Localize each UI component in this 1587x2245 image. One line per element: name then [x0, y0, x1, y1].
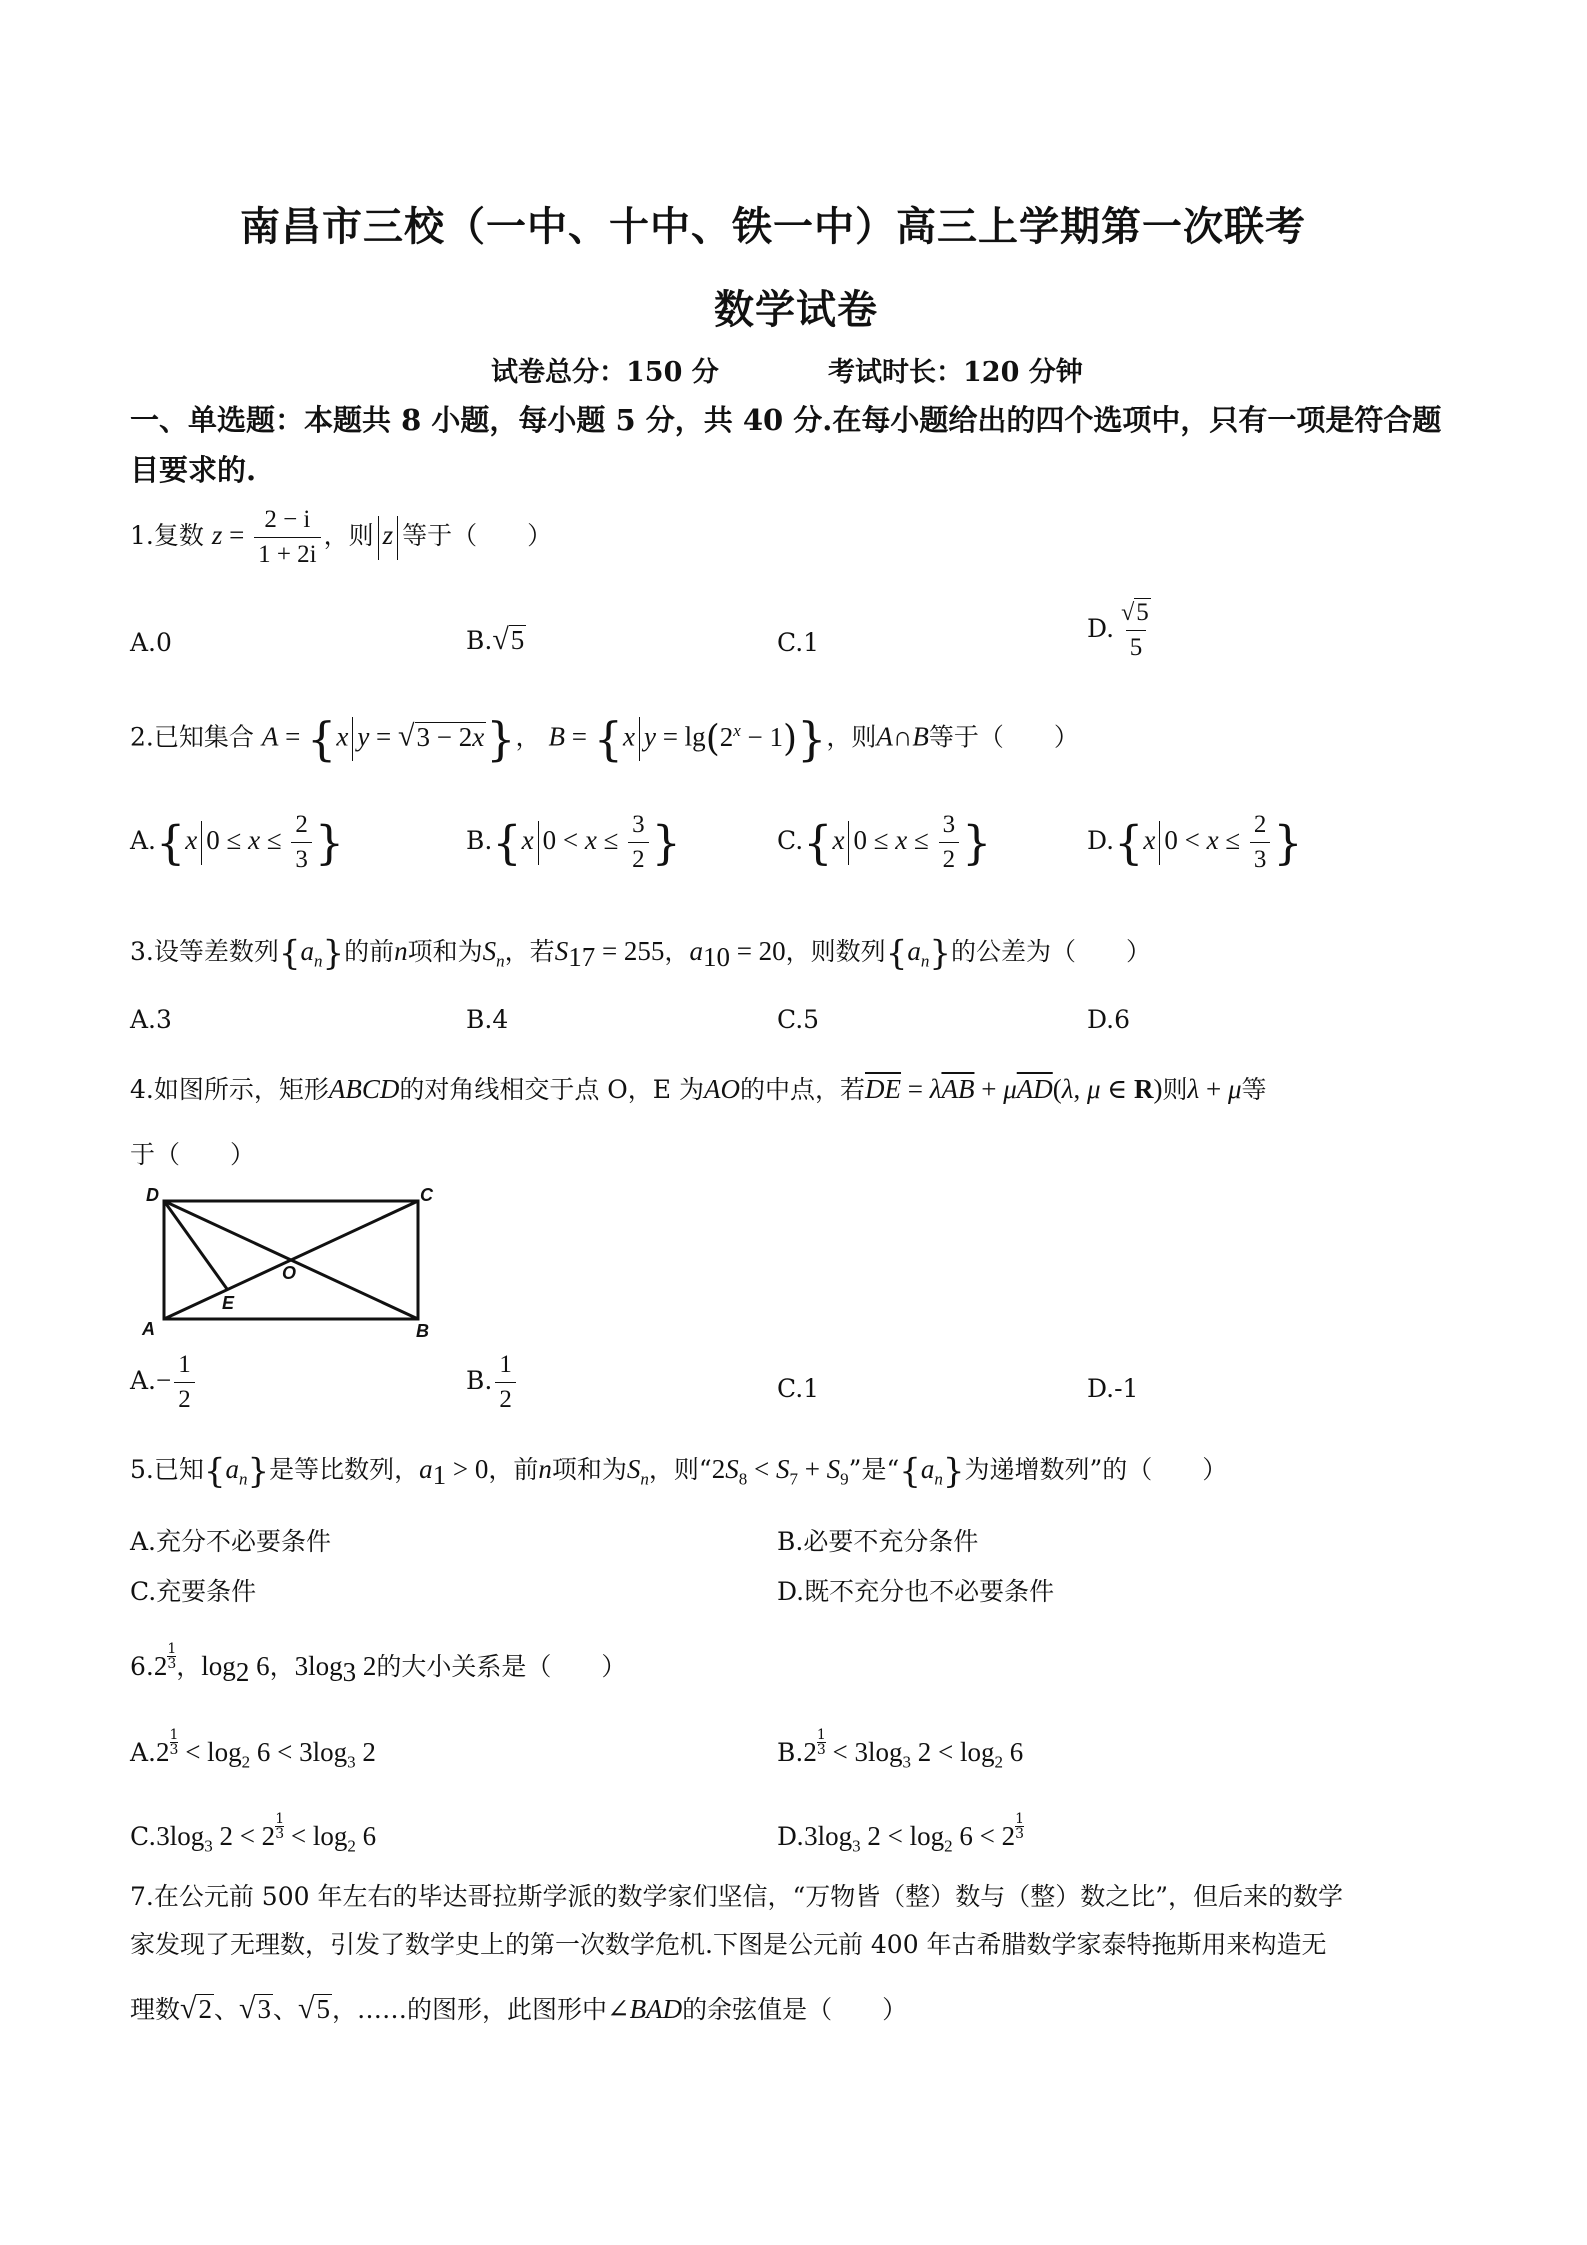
q1-option-a[interactable]: A.0	[130, 628, 172, 657]
q3-option-d[interactable]: D.6	[1087, 1005, 1131, 1034]
question-2: 2.已知集合 A = {x y = √3 − 2x}， B = {x $y = \lg(2^x - 1)$}，则A∩B等于（ ）	[130, 712, 1079, 766]
q6-option-a[interactable]: A.2 $\frac{1}{3}$ < $\log_2 6 < 3\log_3$ 2	[130, 1727, 376, 1772]
q1-option-b[interactable]: B.√5	[466, 623, 525, 656]
question-4: 4.如图所示，矩形ABCD的对角线相交于点 O，E 为AO的中点，若$\overline{DE} = \lambda\overline{AB} + \mu\overline{AD}(\lambda$, μ ∈ R)则λ + μ等	[130, 1074, 1267, 1104]
q5-option-b[interactable]: B.必要不充分条件	[777, 1527, 979, 1556]
question-3: 3.设等差数列$\{a_n\}$的前n项和为$S_n$，若$S_{17} = 255$，$a_{10} = 20$，则数列$\{a_n\}$的公差为（ ）	[130, 933, 1151, 974]
q6-option-d[interactable]: $D.3\log_3$ $2 < \log_2 6 < 2$ $\frac{1}{3}$	[777, 1811, 1025, 1856]
question-4-line2: 于（ ）	[130, 1140, 256, 1169]
label-c: C	[420, 1185, 433, 1205]
q2-option-c[interactable]: C.{x 0 ≤ x ≤ $\frac{3}{2}$ }	[777, 811, 992, 873]
question-5: 5.已知$\{a_n\}$是等比数列，$a_1 > 0$，前n项和为$S_n$，则“$2S_8 < S_7 + S_9$”是“$\{a_n\}$为递增数列”的（ ）	[130, 1451, 1228, 1492]
label-o: O	[282, 1263, 297, 1283]
question-6: 6.2 $\frac{1}{3}$ ，$\log_2 6$，$3\log_3$ 2的大小关系是（ ）	[130, 1641, 627, 1687]
q3-option-c[interactable]: C.5	[777, 1005, 820, 1034]
q2-option-b[interactable]: B.{x 0 < x ≤ $\frac{3}{2}$ }	[466, 811, 681, 873]
q2-option-a[interactable]: A.{x 0 ≤ x ≤ $\frac{2}{3}$ }	[130, 811, 345, 873]
q1-option-d[interactable]: D. $\frac{√5}{5}$	[1087, 599, 1149, 661]
question-7-line3: 理数√2、√3、√5，……的图形，此图形中∠BAD的余弦值是（ ）	[130, 1992, 908, 2025]
q6-option-b[interactable]: B.2 $\frac{1}{3}$ < $3\log_3$ $2 < \log_2 6$	[777, 1727, 1024, 1772]
q4-option-b[interactable]: B. $\frac{1}{2}$	[466, 1350, 519, 1415]
q4-option-d[interactable]: D.-1	[1087, 1374, 1139, 1403]
q1-prefix: 1.复数	[130, 521, 204, 550]
q5-option-a[interactable]: A.充分不必要条件	[130, 1527, 332, 1556]
rectangle-figure	[138, 1185, 443, 1340]
q1-option-c[interactable]: C.1	[777, 628, 820, 657]
total-score: 试卷总分：150 分	[491, 357, 719, 388]
q5-option-d[interactable]: D.既不充分也不必要条件	[777, 1577, 1055, 1606]
q6-option-c[interactable]: $C.3\log_3$ 2 < 2 $\frac{1}{3}$ < $\log_2 6$	[130, 1811, 377, 1856]
question-1: 1.复数 z = $\frac{2 - i}{1 + 2i}$ ，则 z 等于（ ）	[130, 506, 553, 568]
label-a: A	[142, 1319, 155, 1339]
question-7-line2: 家发现了无理数，引发了数学史上的第一次数学危机.下图是公元前 400 年古希腊数学家泰特拖斯用来构造无	[130, 1930, 1327, 1959]
q3-option-a[interactable]: A.3	[130, 1005, 172, 1034]
section-heading: 一、单选题：本题共 8 小题，每小题 5 分，共 40 分.在每小题给出的四个选项中，只有一项是符合题目要求的.	[130, 403, 1442, 487]
exam-subtitle: 数学试卷	[714, 286, 878, 333]
exam-title: 南昌市三校（一中、十中、铁一中）高三上学期第一次联考	[240, 203, 1306, 250]
q5-option-c[interactable]: C.充要条件	[130, 1577, 257, 1606]
label-b: B	[416, 1321, 429, 1340]
q4-option-a[interactable]: A.− $\frac{1}{2}$	[130, 1350, 198, 1415]
label-e: E	[222, 1293, 235, 1313]
label-d: D	[146, 1185, 159, 1205]
q1-suffix: 等于（ ）	[402, 521, 553, 550]
q1-fraction: $\frac{2 - i}{1 + 2i}$	[254, 505, 321, 570]
q3-option-b[interactable]: B.4	[466, 1005, 509, 1034]
q1-mid: ，则	[323, 521, 374, 550]
q4-option-c[interactable]: C.1	[777, 1374, 820, 1403]
q2-option-d[interactable]: D.{x 0 < x ≤ $\frac{2}{3}$ }	[1087, 811, 1303, 873]
exam-duration: 考试时长：120 分钟	[828, 357, 1083, 388]
question-7-line1: 7.在公元前 500 年左右的毕达哥拉斯学派的数学家们坚信，“万物皆（整）数与（整）数之比”，但后来的数学	[130, 1882, 1344, 1911]
